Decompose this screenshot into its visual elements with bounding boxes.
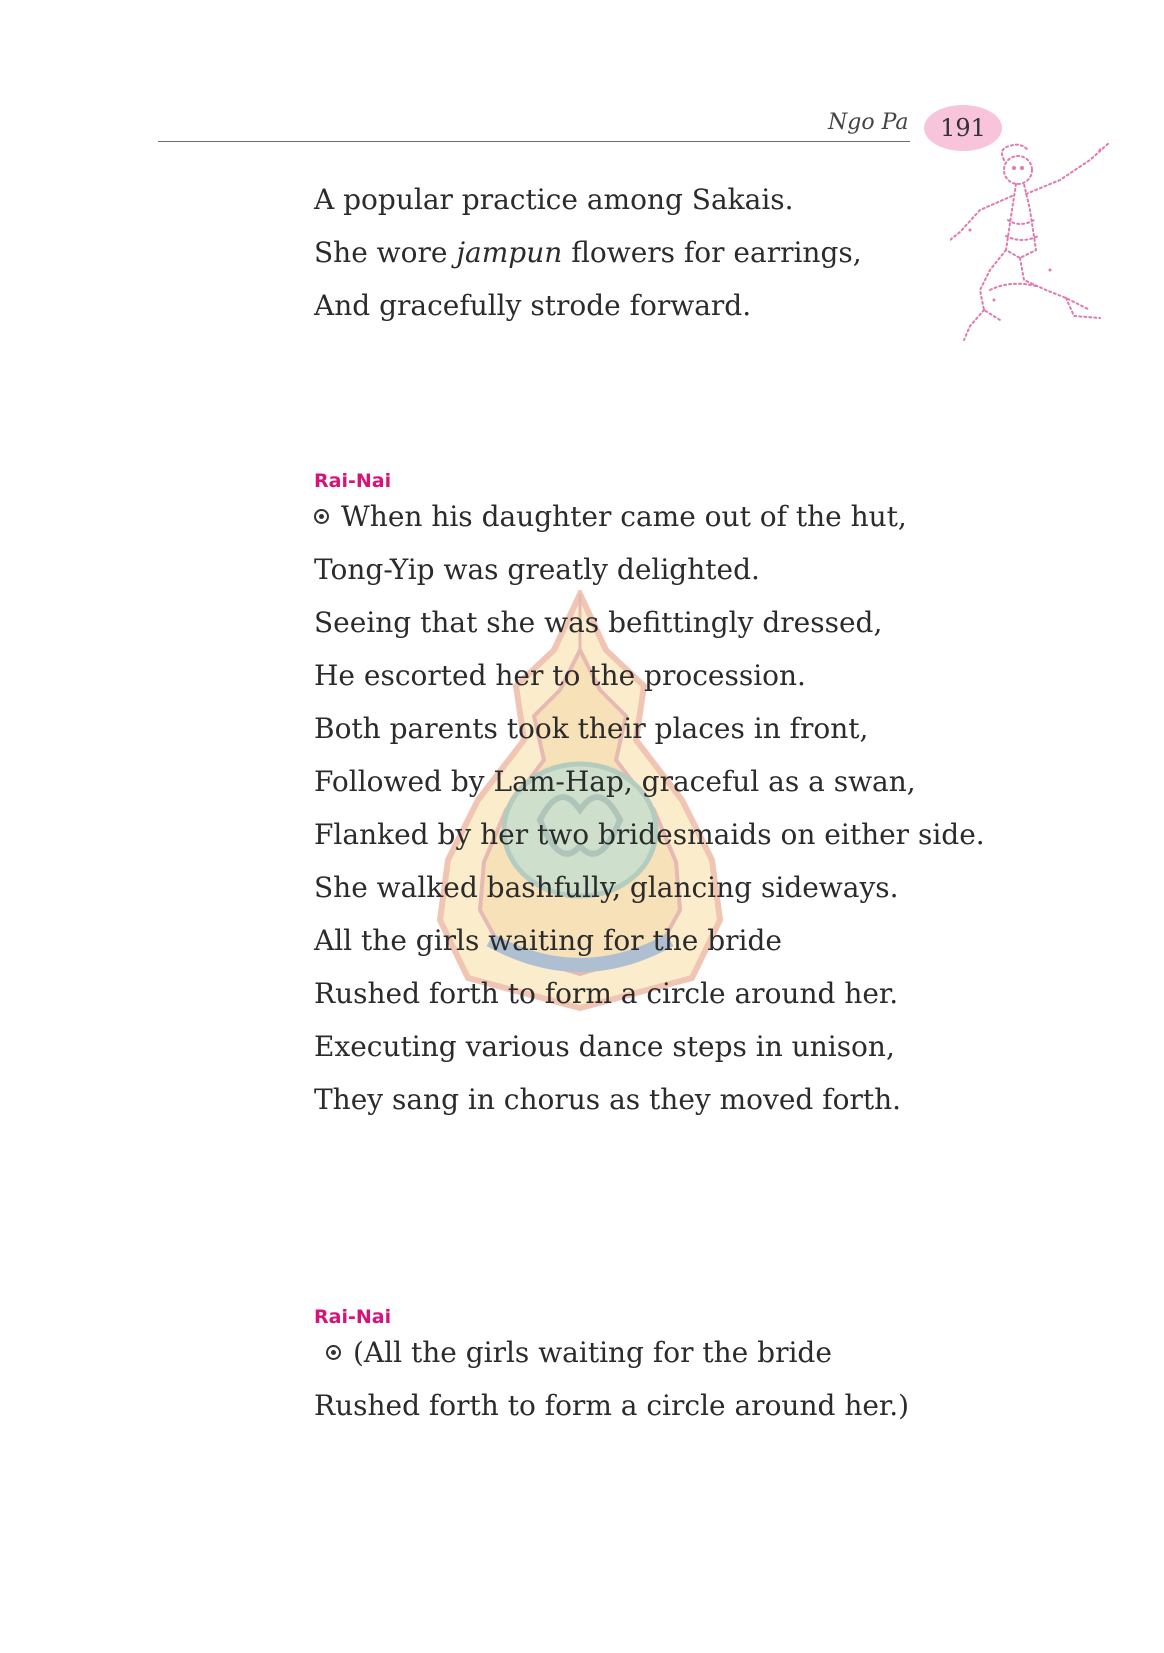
verse-line <box>314 500 907 534</box>
verse-italic-word: jampun <box>456 236 563 269</box>
header-rule <box>158 141 910 142</box>
verse-line: She walked bashfully, glancing sideways. <box>314 871 899 904</box>
verse-line <box>314 183 794 217</box>
verse-line: Flanked by her two bridesmaids on either side. <box>314 818 985 851</box>
verse-text: flowers for earrings, <box>562 236 862 269</box>
bullet-circle-icon <box>326 1345 341 1360</box>
verse-line <box>314 236 862 270</box>
verse-text: And gracefully strode forward. <box>314 289 752 322</box>
running-title: Ngo Pa <box>828 110 909 135</box>
verse-line: Both parents took their places in front, <box>314 712 869 745</box>
verse-line: He escorted her to the procession. <box>314 659 806 692</box>
page-number: 191 <box>940 114 986 142</box>
verse-text: (All the girls waiting for the bride <box>353 1336 832 1369</box>
verse-text: When his daughter came out of the hut, <box>341 500 907 533</box>
speaker-label: Rai-Nai <box>314 1306 392 1328</box>
verse-line <box>314 289 751 323</box>
verse-text: A popular practice among Sakais. <box>314 183 794 216</box>
verse-line: Followed by Lam-Hap, graceful as a swan, <box>314 765 916 798</box>
verse-line: Tong-Yip was greatly delighted. <box>314 553 760 586</box>
verse-text: She wore <box>314 236 457 269</box>
verse-line: Rushed forth to form a circle around her.) <box>314 1389 910 1422</box>
dancer-icon <box>950 140 1118 345</box>
verse-line: Rushed forth to form a circle around her. <box>314 977 899 1010</box>
verse-line: All the girls waiting for the bride <box>314 924 782 957</box>
verse-line: Executing various dance steps in unison, <box>314 1030 895 1063</box>
verse-line: Seeing that she was befittingly dressed, <box>314 606 883 639</box>
verse-line: They sang in chorus as they moved forth. <box>314 1083 902 1116</box>
speaker-label: Rai-Nai <box>314 470 392 492</box>
bullet-circle-icon <box>314 509 329 524</box>
verse-line <box>326 1336 832 1370</box>
